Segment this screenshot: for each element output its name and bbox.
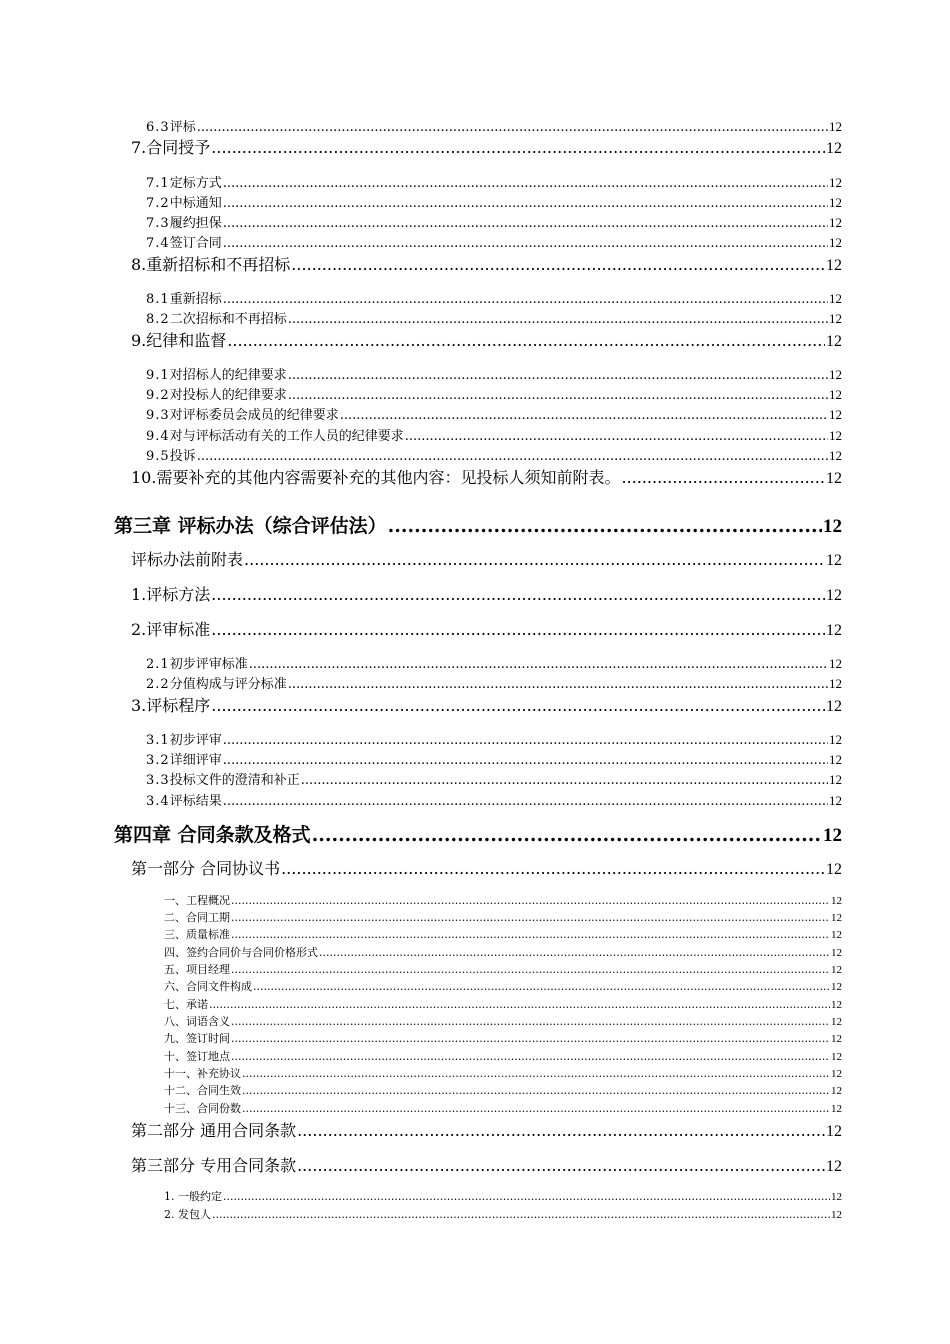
toc-leader xyxy=(405,429,828,444)
toc-entry-3-2[interactable] xyxy=(146,749,842,769)
toc-label: 需要补充的其他内容需要补充的其他内容：见投标人须知前附表。 xyxy=(156,468,621,487)
toc-label: 第二部分 通用合同条款 xyxy=(131,1121,297,1140)
toc-entry-3-4[interactable] xyxy=(146,790,842,810)
toc-chapter-4[interactable] xyxy=(114,820,842,848)
toc-label: 六、合同文件构成 xyxy=(164,980,252,993)
toc-subitem[interactable] xyxy=(164,961,842,977)
toc-label: 八、词语含义 xyxy=(164,1015,230,1028)
toc-subitem[interactable] xyxy=(164,1013,842,1029)
toc-label: 评标程序 xyxy=(146,696,211,715)
toc-leader xyxy=(197,120,828,135)
toc-label: 十三、合同份数 xyxy=(164,1102,241,1115)
toc-number: 2.1 xyxy=(146,657,170,672)
toc-entry-appendix[interactable] xyxy=(131,547,842,571)
toc-subitem[interactable] xyxy=(164,1206,842,1222)
toc-subitem[interactable] xyxy=(164,978,842,994)
toc-entry-9-5[interactable] xyxy=(146,445,842,465)
toc-page-number: 12 xyxy=(831,1103,842,1115)
toc-number: 3.3 xyxy=(146,773,170,788)
toc-number: 7.3 xyxy=(146,216,170,231)
toc-entry-8-1[interactable] xyxy=(146,288,842,308)
toc-page-number: 12 xyxy=(831,1191,842,1203)
toc-label: 评标 xyxy=(169,120,196,135)
toc-entry-9-4[interactable] xyxy=(146,425,842,445)
toc-label: 履约担保 xyxy=(169,216,222,231)
toc-label: 二、合同工期 xyxy=(164,911,230,924)
toc-number: 3.1 xyxy=(146,733,170,748)
toc-label: 二次招标和不再招标 xyxy=(169,312,287,327)
toc-leader xyxy=(211,620,825,639)
toc-entry-9-3[interactable] xyxy=(146,404,842,424)
toc-page-number: 12 xyxy=(831,1033,842,1045)
toc-subitem[interactable] xyxy=(164,909,842,925)
toc-leader xyxy=(312,824,822,846)
toc-label: 评标办法前附表 xyxy=(131,550,244,569)
toc-leader xyxy=(231,928,830,941)
toc-page-number: 12 xyxy=(826,333,842,350)
toc-leader xyxy=(242,1084,830,1097)
toc-label: 签订合同 xyxy=(169,236,222,251)
toc-label: 十一、补充协议 xyxy=(164,1067,241,1080)
toc-label: 投标文件的澄清和补正 xyxy=(169,773,300,788)
toc-entry-10[interactable] xyxy=(131,465,842,489)
toc-label: 初步评审标准 xyxy=(169,657,248,672)
toc-label: 投诉 xyxy=(169,449,196,464)
toc-leader xyxy=(211,696,825,715)
toc-entry-8-2[interactable] xyxy=(146,308,842,328)
toc-subitem[interactable] xyxy=(164,944,842,960)
toc-page-number: 12 xyxy=(829,793,842,808)
toc-page-number: 12 xyxy=(829,387,842,402)
toc-chapter-3[interactable] xyxy=(114,511,842,539)
toc-page-number: 12 xyxy=(826,587,842,604)
toc-part-1[interactable] xyxy=(131,856,842,880)
toc-subitem[interactable] xyxy=(164,926,842,942)
toc-entry-6-3[interactable] xyxy=(146,116,842,136)
toc-entry-7-2[interactable] xyxy=(146,192,842,212)
toc-leader xyxy=(231,894,830,907)
toc-subitem[interactable] xyxy=(164,1048,842,1064)
toc-leader xyxy=(231,1032,830,1045)
toc-page-number: 12 xyxy=(829,367,842,382)
toc-page-number: 12 xyxy=(823,825,842,846)
toc-leader xyxy=(197,449,828,464)
toc-entry-9-1[interactable] xyxy=(146,364,842,384)
toc-label: 七、承诺 xyxy=(164,998,208,1011)
toc-page-number: 12 xyxy=(829,407,842,422)
toc-label: 第三章 评标办法（综合评估法） xyxy=(114,515,387,537)
toc-label: 1. 一般约定 xyxy=(164,1190,222,1203)
toc-entry-3-3[interactable] xyxy=(146,769,842,789)
toc-label: 五、项目经理 xyxy=(164,963,230,976)
toc-label: 分值构成与评分标准 xyxy=(169,677,287,692)
toc-page-number: 12 xyxy=(831,981,842,993)
toc-label: 2. 发包人 xyxy=(164,1208,211,1221)
toc-leader xyxy=(242,1102,830,1115)
toc-leader xyxy=(209,998,830,1011)
toc-number: 7.2 xyxy=(146,196,170,211)
toc-page-number: 12 xyxy=(831,947,842,959)
toc-page-number: 12 xyxy=(831,1051,842,1063)
toc-subitem[interactable] xyxy=(164,1030,842,1046)
toc-entry-2[interactable] xyxy=(131,617,842,641)
toc-label: 第四章 合同条款及格式 xyxy=(114,824,311,846)
toc-number: 8.2 xyxy=(146,312,170,327)
toc-page-number: 12 xyxy=(831,1016,842,1028)
toc-page-number: 12 xyxy=(826,1158,842,1175)
toc-leader xyxy=(621,468,825,487)
toc-page-number: 12 xyxy=(829,215,842,230)
toc-number: 1. xyxy=(131,585,147,604)
toc-page-number: 12 xyxy=(831,1209,842,1221)
toc-page-number: 12 xyxy=(829,175,842,190)
toc-number: 3.4 xyxy=(146,794,170,809)
toc-number: 8.1 xyxy=(146,292,170,307)
toc-label: 四、签约合同价与合同价格形式 xyxy=(164,946,318,959)
toc-leader xyxy=(281,859,825,878)
toc-page-number: 12 xyxy=(829,772,842,787)
toc-leader xyxy=(211,138,825,157)
toc-label: 评标结果 xyxy=(169,794,222,809)
toc-page-number: 12 xyxy=(826,552,842,569)
toc-leader xyxy=(288,388,828,403)
toc-leader xyxy=(212,1208,830,1221)
toc-subitem[interactable] xyxy=(164,1065,842,1081)
toc-page-number: 12 xyxy=(831,964,842,976)
toc-number: 7.1 xyxy=(146,176,170,191)
toc-leader xyxy=(388,515,822,537)
toc-page-number: 12 xyxy=(823,516,842,537)
toc-number: 9.1 xyxy=(146,368,170,383)
toc-page-number: 12 xyxy=(831,1085,842,1097)
toc-number: 3.2 xyxy=(146,753,170,768)
toc-page-number: 12 xyxy=(829,676,842,691)
toc-label: 对评标委员会成员的纪律要求 xyxy=(169,408,339,423)
toc-page-number: 12 xyxy=(829,291,842,306)
toc-leader xyxy=(231,1015,830,1028)
toc-leader xyxy=(242,1067,830,1080)
toc-leader xyxy=(288,312,828,327)
toc-leader xyxy=(297,1121,825,1140)
toc-leader xyxy=(223,794,828,809)
toc-number: 7.4 xyxy=(146,236,170,251)
toc-entry-3[interactable] xyxy=(131,693,842,717)
toc-page-number: 12 xyxy=(829,428,842,443)
toc-label: 一、工程概况 xyxy=(164,894,230,907)
toc-page-number: 12 xyxy=(831,912,842,924)
toc-label: 重新招标和不再招标 xyxy=(146,255,291,274)
toc-label: 重新招标 xyxy=(169,292,222,307)
toc-entry-3-1[interactable] xyxy=(146,729,842,749)
toc-label: 九、签订时间 xyxy=(164,1032,230,1045)
toc-label: 详细评审 xyxy=(169,753,222,768)
toc-number: 10. xyxy=(131,468,157,487)
toc-page-number: 12 xyxy=(829,656,842,671)
toc-number: 6.3 xyxy=(146,120,170,135)
toc-subitem[interactable] xyxy=(164,1100,842,1116)
toc-label: 定标方式 xyxy=(169,176,222,191)
toc-leader xyxy=(223,236,828,251)
toc-entry-9[interactable] xyxy=(131,328,842,352)
toc-page-number: 12 xyxy=(831,929,842,941)
toc-page-number: 12 xyxy=(826,1123,842,1140)
toc-subitem[interactable] xyxy=(164,1188,842,1204)
toc-leader xyxy=(223,733,828,748)
toc-page-number: 12 xyxy=(826,257,842,274)
toc-number: 9.3 xyxy=(146,408,170,423)
toc-subitem[interactable] xyxy=(164,1082,842,1098)
toc-leader xyxy=(231,911,830,924)
toc-number: 2. xyxy=(131,620,147,639)
toc-subitem[interactable] xyxy=(164,996,842,1012)
toc-entry-2-2[interactable] xyxy=(146,673,842,693)
toc-label: 对招标人的纪律要求 xyxy=(169,368,287,383)
toc-leader xyxy=(223,1190,830,1203)
toc-page-number: 12 xyxy=(826,470,842,487)
toc-label: 初步评审 xyxy=(169,733,222,748)
toc-leader xyxy=(297,1156,825,1175)
toc-page-number: 12 xyxy=(826,140,842,157)
toc-label: 中标通知 xyxy=(169,196,222,211)
toc-page-number: 12 xyxy=(831,999,842,1011)
toc-page-number: 12 xyxy=(826,698,842,715)
toc-number: 9.2 xyxy=(146,388,170,403)
toc-leader xyxy=(211,585,825,604)
toc-entry-8[interactable] xyxy=(131,252,842,276)
toc-leader xyxy=(340,408,828,423)
toc-leader xyxy=(227,331,825,350)
toc-page-number: 12 xyxy=(829,119,842,134)
toc-leader xyxy=(249,657,828,672)
toc-entry-2-1[interactable] xyxy=(146,653,842,673)
toc-page-number: 12 xyxy=(829,195,842,210)
toc-leader xyxy=(244,550,825,569)
toc-number: 9.4 xyxy=(146,429,170,444)
toc-page-number: 12 xyxy=(829,448,842,463)
toc-entry-1[interactable] xyxy=(131,582,842,606)
toc-number: 9. xyxy=(131,331,147,350)
toc-leader xyxy=(291,255,825,274)
toc-page-number: 12 xyxy=(831,895,842,907)
toc-number: 7. xyxy=(131,138,147,157)
toc-label: 对投标人的纪律要求 xyxy=(169,388,287,403)
toc-page-number: 12 xyxy=(829,235,842,250)
toc-label: 纪律和监督 xyxy=(146,331,227,350)
toc-leader xyxy=(288,677,828,692)
toc-page-number: 12 xyxy=(826,622,842,639)
toc-leader xyxy=(231,1050,830,1063)
toc-label: 评审标准 xyxy=(146,620,211,639)
toc-number: 3. xyxy=(131,696,147,715)
toc-leader xyxy=(231,963,830,976)
toc-label: 第三部分 专用合同条款 xyxy=(131,1156,297,1175)
toc-number: 9.5 xyxy=(146,449,170,464)
toc-label: 对与评标活动有关的工作人员的纪律要求 xyxy=(169,429,404,444)
toc-leader xyxy=(223,176,828,191)
toc-page-number: 12 xyxy=(826,861,842,878)
toc-leader xyxy=(223,216,828,231)
toc-leader xyxy=(223,292,828,307)
toc-number: 8. xyxy=(131,255,147,274)
toc-entry-7-1[interactable] xyxy=(146,172,842,192)
toc-leader xyxy=(288,368,828,383)
toc-leader xyxy=(223,753,828,768)
toc-leader xyxy=(319,946,830,959)
toc-label: 评标方法 xyxy=(146,585,211,604)
toc-entry-7-4[interactable] xyxy=(146,232,842,252)
toc-entry-7-3[interactable] xyxy=(146,212,842,232)
toc-entry-9-2[interactable] xyxy=(146,384,842,404)
toc-leader xyxy=(301,773,828,788)
toc-label: 三、质量标准 xyxy=(164,928,230,941)
toc-label: 合同授予 xyxy=(146,138,211,157)
toc-subitem[interactable] xyxy=(164,892,842,908)
toc-part-3[interactable] xyxy=(131,1153,842,1177)
toc-label: 十、签订地点 xyxy=(164,1050,230,1063)
toc-page-number: 12 xyxy=(829,732,842,747)
toc-entry-7[interactable] xyxy=(131,135,842,159)
toc-leader xyxy=(253,980,830,993)
toc-label: 第一部分 合同协议书 xyxy=(131,859,281,878)
toc-part-2[interactable] xyxy=(131,1118,842,1142)
toc-page-number: 12 xyxy=(829,752,842,767)
toc-label: 十二、合同生效 xyxy=(164,1084,241,1097)
toc-page-number: 12 xyxy=(831,1068,842,1080)
toc-leader xyxy=(223,196,828,211)
toc-page-number: 12 xyxy=(829,311,842,326)
toc-number: 2.2 xyxy=(146,677,170,692)
